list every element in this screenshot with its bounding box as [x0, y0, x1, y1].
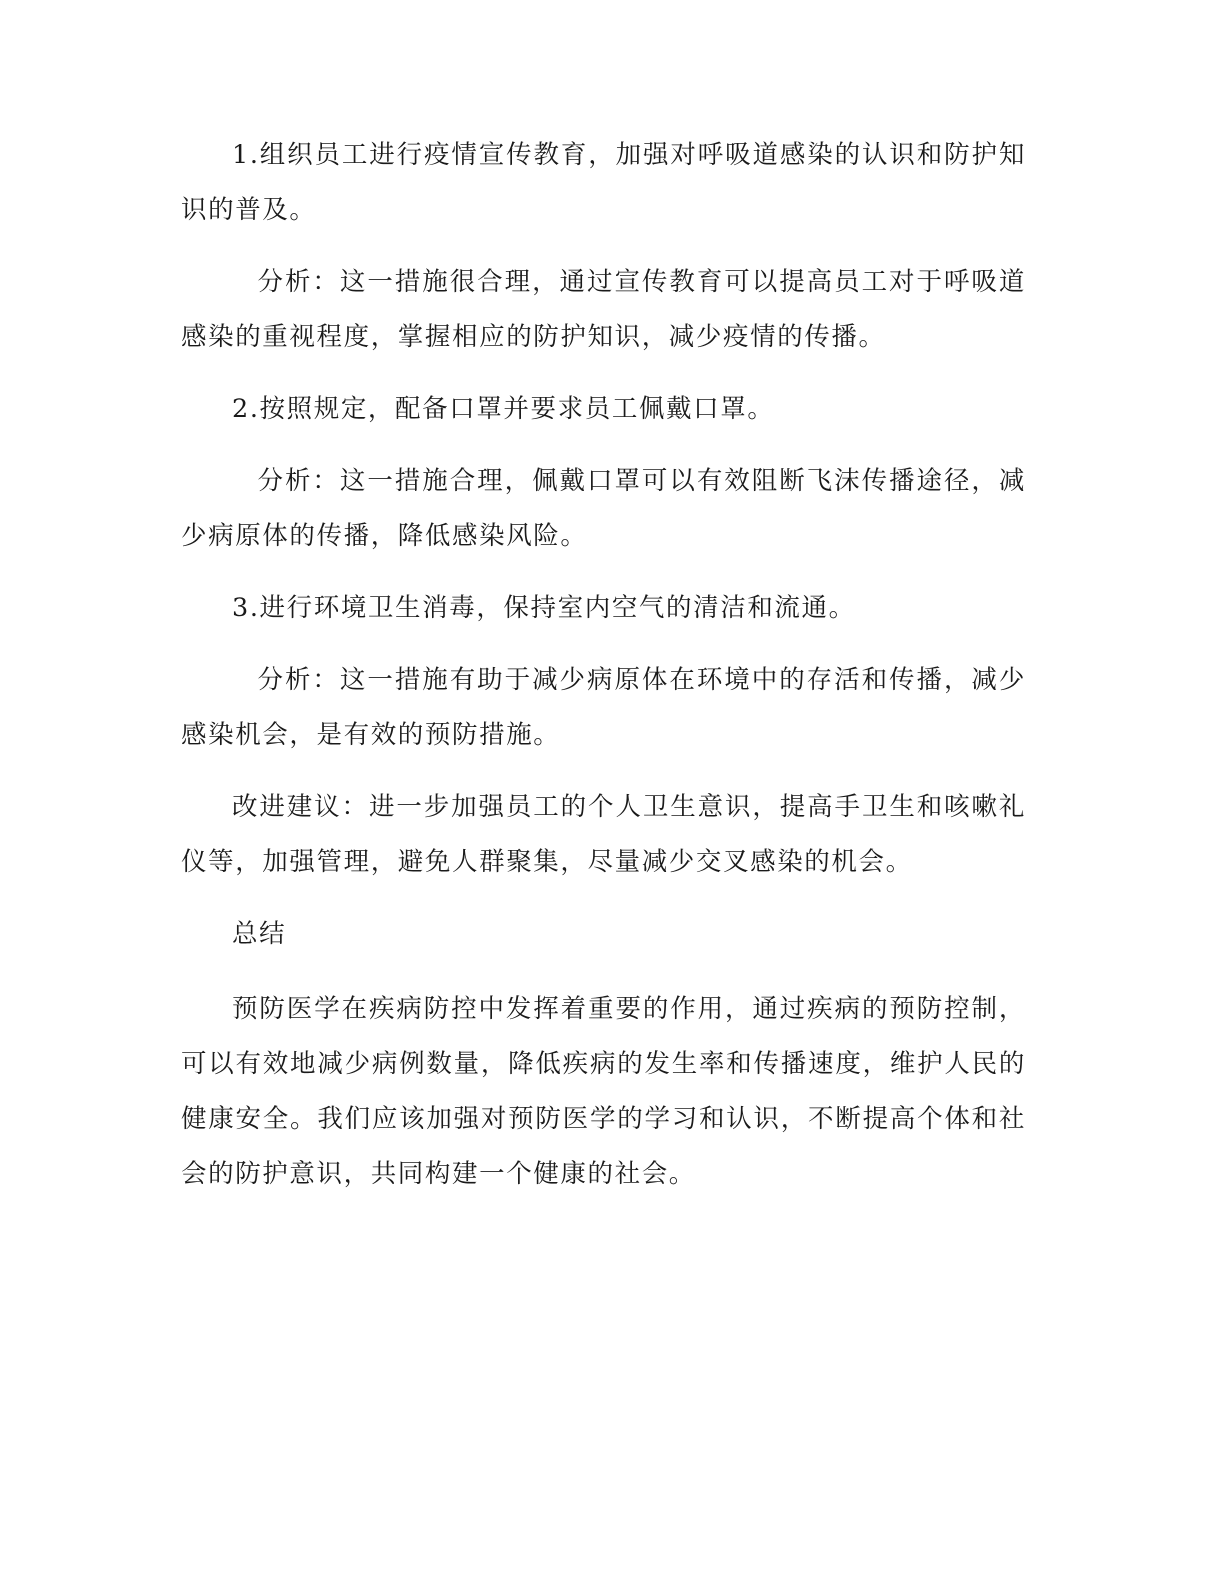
summary-paragraph: 预防医学在疾病防控中发挥着重要的作用，通过疾病的预防控制，可以有效地减少病例数量，降低疾病的发生率和传播速度，维护人民的健康安全。我们应该加强对预防医学的学习和认识，不断提高个体和社会的防护意识，共同构建一个健康的社会。 — [181, 994, 1026, 1189]
analysis-1: 分析：这一措施很合理，通过宣传教育可以提高员工对于呼吸道感染的重视程度，掌握相应的防护知识，减少疫情的传播。 — [181, 267, 1026, 352]
analysis-2: 分析：这一措施合理，佩戴口罩可以有效阻断飞沫传播途径，减少病原体的传播，降低感染风险。 — [181, 466, 1026, 551]
improvement-suggestions: 改进建议：进一步加强员工的个人卫生意识，提高手卫生和咳嗽礼仪等，加强管理，避免人群聚集，尽量减少交叉感染的机会。 — [181, 792, 1026, 877]
measure-item-2: 2.按照规定，配备口罩并要求员工佩戴口罩。 — [232, 394, 775, 424]
measure-item-1: 1.组织员工进行疫情宣传教育，加强对呼吸道感染的认识和防护知识的普及。 — [181, 140, 1026, 225]
measure-item-3: 3.进行环境卫生消毒，保持室内空气的清洁和流通。 — [232, 593, 856, 623]
analysis-3: 分析：这一措施有助于减少病原体在环境中的存活和传播，减少感染机会，是有效的预防措施。 — [181, 665, 1026, 750]
document-body — [181, 128, 1026, 1219]
section-heading-summary: 总结 — [232, 919, 287, 949]
